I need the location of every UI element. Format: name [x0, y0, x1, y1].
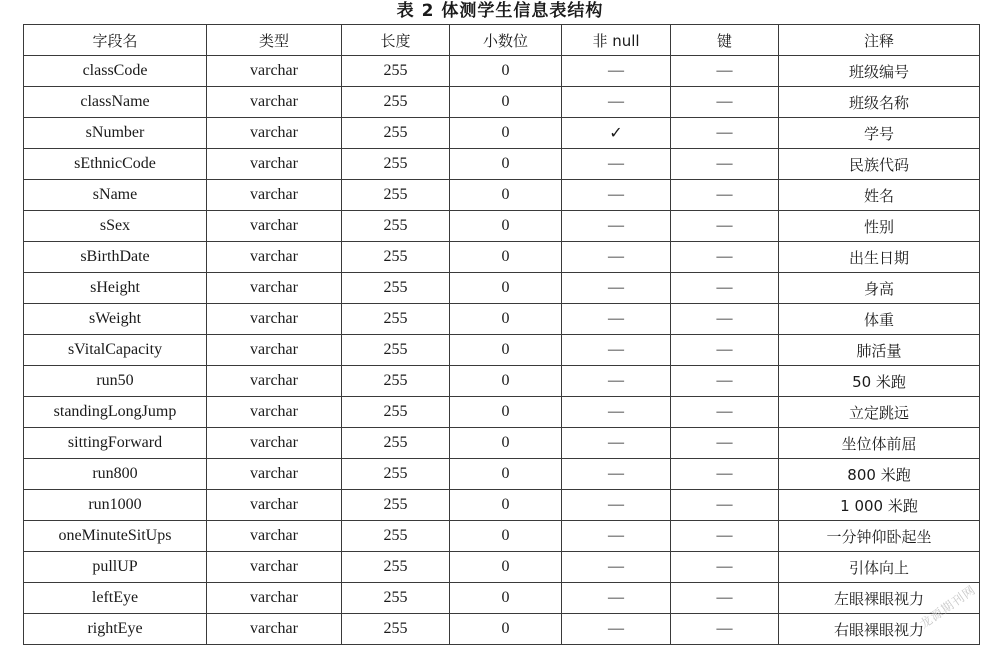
cell-decimal: 0 — [450, 614, 562, 645]
column-header-not-null: 非 null — [562, 25, 671, 56]
cell-not-null: — — [562, 583, 671, 614]
cell-comment: 800 米跑 — [779, 459, 980, 490]
cell-key: — — [671, 397, 779, 428]
cell-decimal: 0 — [450, 56, 562, 87]
cell-field-name: pullUP — [24, 552, 207, 583]
table-row — [24, 490, 980, 521]
cell-type: varchar — [207, 614, 342, 645]
cell-not-null: — — [562, 180, 671, 211]
cell-length: 255 — [342, 583, 450, 614]
cell-field-name: run800 — [24, 459, 207, 490]
cell-length: 255 — [342, 459, 450, 490]
cell-type: varchar — [207, 118, 342, 149]
schema-table — [23, 24, 980, 645]
cell-decimal: 0 — [450, 242, 562, 273]
cell-comment: 身高 — [779, 273, 980, 304]
cell-comment: 右眼裸眼视力 — [779, 614, 980, 645]
cell-field-name: standingLongJump — [24, 397, 207, 428]
cell-decimal: 0 — [450, 304, 562, 335]
table-row — [24, 56, 980, 87]
cell-type: varchar — [207, 56, 342, 87]
column-header-comment: 注释 — [779, 25, 980, 56]
cell-comment: 班级名称 — [779, 87, 980, 118]
cell-length: 255 — [342, 273, 450, 304]
cell-not-null: — — [562, 273, 671, 304]
cell-decimal: 0 — [450, 521, 562, 552]
cell-not-null: — — [562, 56, 671, 87]
table-row — [24, 335, 980, 366]
cell-type: varchar — [207, 428, 342, 459]
cell-not-null: ✓ — [562, 118, 671, 149]
cell-comment: 性别 — [779, 211, 980, 242]
column-header-field-name: 字段名 — [24, 25, 207, 56]
cell-field-name: rightEye — [24, 614, 207, 645]
cell-key: — — [671, 87, 779, 118]
cell-key: — — [671, 490, 779, 521]
cell-key: — — [671, 428, 779, 459]
cell-not-null: — — [562, 490, 671, 521]
cell-type: varchar — [207, 304, 342, 335]
cell-decimal: 0 — [450, 273, 562, 304]
cell-field-name: sName — [24, 180, 207, 211]
column-header-decimal: 小数位 — [450, 25, 562, 56]
cell-length: 255 — [342, 397, 450, 428]
cell-type: varchar — [207, 87, 342, 118]
cell-field-name: leftEye — [24, 583, 207, 614]
cell-key: — — [671, 583, 779, 614]
cell-key: — — [671, 304, 779, 335]
cell-decimal: 0 — [450, 428, 562, 459]
table-body — [24, 56, 980, 645]
cell-decimal: 0 — [450, 583, 562, 614]
table-row — [24, 397, 980, 428]
cell-comment: 民族代码 — [779, 149, 980, 180]
cell-decimal: 0 — [450, 180, 562, 211]
cell-length: 255 — [342, 521, 450, 552]
cell-type: varchar — [207, 211, 342, 242]
header-row — [24, 25, 980, 56]
cell-key: — — [671, 149, 779, 180]
table-row — [24, 583, 980, 614]
cell-field-name: sHeight — [24, 273, 207, 304]
cell-key: — — [671, 552, 779, 583]
cell-length: 255 — [342, 87, 450, 118]
cell-key: — — [671, 242, 779, 273]
cell-comment: 一分钟仰卧起坐 — [779, 521, 980, 552]
cell-comment: 立定跳远 — [779, 397, 980, 428]
cell-type: varchar — [207, 583, 342, 614]
cell-length: 255 — [342, 614, 450, 645]
cell-type: varchar — [207, 366, 342, 397]
table-row — [24, 428, 980, 459]
cell-key: — — [671, 366, 779, 397]
table-row — [24, 211, 980, 242]
cell-key: — — [671, 335, 779, 366]
cell-field-name: sittingForward — [24, 428, 207, 459]
cell-length: 255 — [342, 56, 450, 87]
cell-comment: 肺活量 — [779, 335, 980, 366]
cell-field-name: run1000 — [24, 490, 207, 521]
cell-type: varchar — [207, 242, 342, 273]
cell-decimal: 0 — [450, 118, 562, 149]
cell-not-null: — — [562, 428, 671, 459]
cell-field-name: sBirthDate — [24, 242, 207, 273]
cell-type: varchar — [207, 180, 342, 211]
table-row — [24, 87, 980, 118]
cell-comment: 姓名 — [779, 180, 980, 211]
cell-comment: 1 000 米跑 — [779, 490, 980, 521]
cell-key: — — [671, 118, 779, 149]
cell-type: varchar — [207, 149, 342, 180]
cell-key: — — [671, 56, 779, 87]
cell-decimal: 0 — [450, 366, 562, 397]
cell-field-name: className — [24, 87, 207, 118]
cell-comment: 学号 — [779, 118, 980, 149]
cell-comment: 体重 — [779, 304, 980, 335]
cell-length: 255 — [342, 428, 450, 459]
cell-key: — — [671, 614, 779, 645]
cell-type: varchar — [207, 490, 342, 521]
table-row — [24, 614, 980, 645]
cell-comment: 引体向上 — [779, 552, 980, 583]
table-row — [24, 180, 980, 211]
cell-decimal: 0 — [450, 490, 562, 521]
cell-not-null: — — [562, 614, 671, 645]
cell-decimal: 0 — [450, 149, 562, 180]
cell-comment: 50 米跑 — [779, 366, 980, 397]
cell-not-null: — — [562, 552, 671, 583]
cell-field-name: sWeight — [24, 304, 207, 335]
cell-length: 255 — [342, 211, 450, 242]
cell-decimal: 0 — [450, 211, 562, 242]
cell-not-null: — — [562, 521, 671, 552]
column-header-type: 类型 — [207, 25, 342, 56]
cell-length: 255 — [342, 490, 450, 521]
cell-not-null: — — [562, 304, 671, 335]
cell-decimal: 0 — [450, 335, 562, 366]
cell-type: varchar — [207, 521, 342, 552]
column-header-length: 长度 — [342, 25, 450, 56]
table-row — [24, 521, 980, 552]
cell-length: 255 — [342, 118, 450, 149]
cell-not-null: — — [562, 335, 671, 366]
cell-length: 255 — [342, 242, 450, 273]
cell-length: 255 — [342, 180, 450, 211]
table-row — [24, 366, 980, 397]
cell-type: varchar — [207, 397, 342, 428]
cell-not-null: — — [562, 87, 671, 118]
cell-not-null: — — [562, 459, 671, 490]
cell-field-name: classCode — [24, 56, 207, 87]
table-row — [24, 459, 980, 490]
watermark: 龙源期刊网 — [917, 582, 979, 632]
cell-not-null: — — [562, 242, 671, 273]
table-row — [24, 149, 980, 180]
cell-comment: 坐位体前屈 — [779, 428, 980, 459]
cell-length: 255 — [342, 149, 450, 180]
cell-field-name: oneMinuteSitUps — [24, 521, 207, 552]
cell-field-name: sVitalCapacity — [24, 335, 207, 366]
table-row — [24, 118, 980, 149]
column-header-key: 键 — [671, 25, 779, 56]
cell-length: 255 — [342, 335, 450, 366]
cell-not-null: — — [562, 397, 671, 428]
table-row — [24, 273, 980, 304]
cell-decimal: 0 — [450, 552, 562, 583]
cell-not-null: — — [562, 366, 671, 397]
table-row — [24, 552, 980, 583]
cell-key: — — [671, 459, 779, 490]
cell-decimal: 0 — [450, 397, 562, 428]
cell-comment: 出生日期 — [779, 242, 980, 273]
cell-type: varchar — [207, 273, 342, 304]
cell-not-null: — — [562, 149, 671, 180]
cell-key: — — [671, 180, 779, 211]
cell-key: — — [671, 273, 779, 304]
cell-key: — — [671, 211, 779, 242]
cell-type: varchar — [207, 552, 342, 583]
table-caption: 表 2 体测学生信息表结构 — [396, 1, 604, 21]
cell-field-name: run50 — [24, 366, 207, 397]
cell-comment: 左眼裸眼视力 — [779, 583, 980, 614]
cell-decimal: 0 — [450, 459, 562, 490]
cell-length: 255 — [342, 552, 450, 583]
cell-field-name: sNumber — [24, 118, 207, 149]
cell-not-null: — — [562, 211, 671, 242]
cell-field-name: sEthnicCode — [24, 149, 207, 180]
cell-comment: 班级编号 — [779, 56, 980, 87]
cell-length: 255 — [342, 366, 450, 397]
table-row — [24, 304, 980, 335]
cell-type: varchar — [207, 459, 342, 490]
cell-field-name: sSex — [24, 211, 207, 242]
cell-type: varchar — [207, 335, 342, 366]
cell-key: — — [671, 521, 779, 552]
cell-length: 255 — [342, 304, 450, 335]
table-row — [24, 242, 980, 273]
cell-decimal: 0 — [450, 87, 562, 118]
